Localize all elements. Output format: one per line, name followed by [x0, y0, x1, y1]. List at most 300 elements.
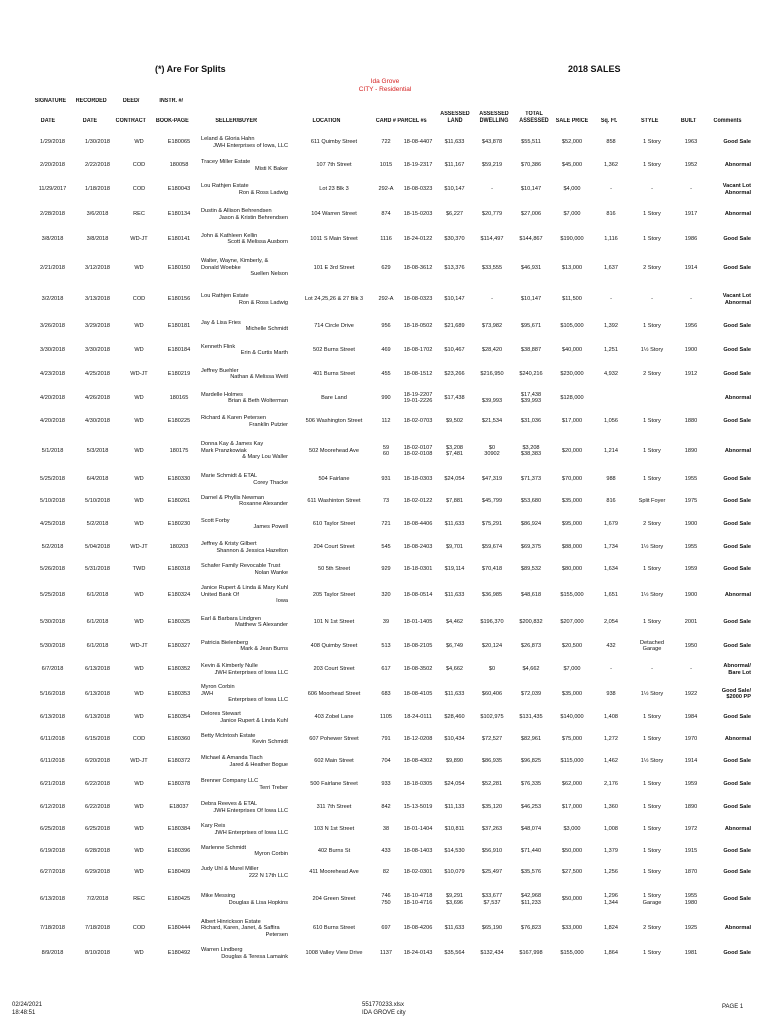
cell-sale-price: $20,000 — [561, 447, 583, 454]
cell-recorded-date: 3/30/2018 — [85, 346, 110, 353]
cell-parcel: 15-13-5019 — [403, 804, 433, 811]
cell-deed-type: WD-JT — [130, 758, 148, 765]
cell-seller-buyer — [200, 536, 295, 559]
seller-name: Michael & Amanda Tiach — [201, 755, 263, 762]
buyer-name: Ron & Ross Ladwig — [238, 299, 288, 306]
seller-name: Albert Hinrickson Estate Richard, Karen, Janet, & Saffira — [201, 918, 280, 932]
cell-comments: Abnormal — [724, 447, 751, 454]
cell-instrument: E180353 — [167, 690, 191, 697]
cell-comments: Good Sale — [723, 418, 751, 425]
cell-signature-date: 6/19/2018 — [40, 847, 65, 854]
cell-sale-price: $17,000 — [561, 804, 583, 811]
cell-total-assessed: $71,373 — [520, 476, 542, 483]
cell-location: 204 Green Street — [312, 896, 356, 903]
seller-name: Mike Messing — [201, 893, 236, 900]
cell-sale-price: $95,000 — [561, 520, 583, 527]
cell-sqft: 1,251 — [604, 346, 618, 353]
buyer-name: Suellen Nelson — [250, 271, 288, 278]
cell-recorded-date: 6/29/2018 — [85, 869, 110, 876]
cell-parcel: 18-19-2207 19-01-2226 — [403, 391, 433, 404]
cell-location: 504 Fairlane — [318, 476, 350, 483]
cell-signature-date: 6/12/2018 — [40, 804, 65, 811]
cell-deed-type: WD — [134, 804, 144, 811]
cell-recorded-date: 1/30/2018 — [85, 139, 110, 146]
cell-sale-price: $33,000 — [561, 925, 583, 932]
cell-assessed-land: $11,633 — [444, 690, 465, 697]
cell-style: 1½ Story — [640, 544, 664, 551]
cell-instrument: E180141 — [167, 235, 191, 242]
cell-style: - — [651, 666, 653, 673]
cell-card: 990 — [381, 394, 391, 401]
cell-assessed-land: $11,633 — [444, 925, 465, 932]
table-row — [30, 840, 752, 862]
cell-location: 606 Moorhead Street — [307, 690, 361, 697]
cell-card: 320 — [381, 591, 391, 598]
cell-sale-price: $52,000 — [561, 139, 583, 146]
cell-card: 842 — [381, 804, 391, 811]
cell-style: 1 Story — [643, 950, 661, 957]
cell-deed-type: WD — [134, 826, 144, 833]
cell-style: 1 Story — [643, 418, 661, 425]
cell-sale-price: $7,000 — [563, 666, 581, 673]
cell-parcel: 18-08-1702 — [403, 346, 433, 353]
cell-sqft: 1,408 — [604, 714, 618, 721]
cell-card: 1116 — [380, 235, 392, 242]
cell-signature-date: 3/2/2018 — [41, 296, 64, 303]
cell-signature-date: 6/7/2018 — [41, 666, 64, 673]
buyer-name: Brian & Beth Wolterman — [228, 398, 288, 404]
cell-recorded-date: 6/1/2018 — [86, 591, 109, 598]
cell-style: 1 Story — [643, 211, 661, 218]
cell-comments: Abnormal — [724, 394, 751, 401]
cell-built — [676, 386, 706, 410]
cell-card: 38 — [382, 826, 390, 833]
buyer-name: JWH Enterprises of Iowa LLC — [214, 829, 288, 836]
cell-built: 1914 — [684, 264, 698, 271]
cell-location: 403 Zobel Lane — [314, 714, 354, 721]
cell-card: 683 — [381, 690, 391, 697]
cell-built: 1915 — [684, 847, 698, 854]
cell-sqft: - — [610, 666, 612, 673]
cell-assessed-land: $9,701 — [445, 544, 464, 551]
seller-name: Marlenne Schmidt — [201, 844, 247, 851]
cell-total-assessed: $70,386 — [520, 162, 542, 169]
cell-card: 956 — [381, 322, 391, 329]
cell-instrument: E180425 — [167, 896, 191, 903]
cell-total-assessed: $72,039 — [520, 690, 542, 697]
cell-sqft: 1,634 — [604, 566, 618, 573]
cell-signature-date: 3/8/2018 — [41, 235, 64, 242]
cell-built: 1890 — [684, 447, 698, 454]
footer-time: 18:48:51 — [12, 1010, 36, 1016]
buyer-name: JWH Enterprises of Iowa LLC — [214, 669, 288, 676]
cell-recorded-date: 5/2/2018 — [86, 520, 109, 527]
cell-style: 1 Story — [643, 476, 661, 483]
table-row — [30, 469, 752, 490]
cell-assessed-dwelling: $75,291 — [481, 520, 503, 527]
cell-recorded-date: 1/18/2018 — [85, 186, 110, 193]
buyer-name: JWH Enterprises of Iowa, LLC — [213, 142, 288, 149]
cell-total-assessed: $95,671 — [520, 322, 542, 329]
table-row — [30, 314, 752, 338]
cell-sale-price: $50,000 — [561, 847, 583, 854]
table-row — [30, 227, 752, 251]
cell-signature-date: 6/11/2018 — [40, 758, 65, 765]
cell-comments: Good Sale — [723, 497, 751, 504]
cell-deed-type: WD — [134, 497, 144, 504]
cell-instrument: E180181 — [167, 322, 191, 329]
cell-style: 1 Story — [643, 869, 661, 876]
cell-deed-type: COD — [132, 735, 146, 742]
cell-assessed-dwelling: $52,281 — [481, 781, 503, 788]
buyer-name: Corey Thacke — [253, 479, 288, 486]
cell-location: 203 Court Street — [313, 666, 355, 673]
cell-instrument: E180372 — [167, 758, 191, 765]
buyer-name: Roxanne Alexander — [239, 501, 288, 507]
table-row — [30, 728, 752, 750]
cell-location: 101 E 3rd Street — [313, 264, 355, 271]
cell-style: 1 Story — [643, 322, 661, 329]
cell-card: 292-A — [378, 186, 394, 193]
cell-deed-type: WD-JT — [130, 235, 148, 242]
cell-assessed-land: $24,054 — [444, 781, 465, 788]
cell-built: 1970 — [684, 735, 698, 742]
footer-file: 551770233.xlsx — [362, 1002, 405, 1008]
cell-total-assessed: $3,208 $38,383 — [520, 444, 542, 457]
cell-total-assessed: $200,832 — [519, 618, 543, 625]
cell-signature-date: 3/26/2018 — [40, 322, 65, 329]
table-row — [30, 202, 752, 227]
col-assessed-land: ASSESSED LAND — [440, 111, 470, 124]
cell-sale-price: $11,500 — [562, 296, 582, 303]
cell-recorded-date: 5/3/2018 — [86, 447, 109, 454]
cell-instrument: 180203 — [169, 544, 189, 551]
cell-assessed-dwelling: $20,779 — [481, 211, 503, 218]
col-total-assessed: TOTAL ASSESSED — [519, 111, 549, 124]
cell-deed-type: WD — [134, 476, 144, 483]
cell-assessed-land: $35,564 — [444, 950, 465, 957]
cell-sale-price: $45,000 — [561, 162, 583, 169]
cell-assessed-dwelling: $132,434 — [480, 950, 504, 957]
cell-recorded-date: 7/18/2018 — [85, 925, 110, 932]
cell-instrument: E180318 — [167, 566, 191, 573]
cell-parcel: 18-08-4105 — [403, 690, 433, 697]
buyer-name: JWH Enterprises Of Iowa LLC — [213, 807, 288, 814]
cell-assessed-dwelling: $43,878 — [481, 139, 503, 146]
cell-assessed-dwelling: $73,982 — [481, 322, 503, 329]
cell-assessed-dwelling: $65,190 — [481, 925, 503, 932]
cell-comments: Good Sale — [723, 264, 751, 271]
cell-seller-buyer — [200, 610, 295, 634]
cell-assessed-dwelling: $59,219 — [481, 162, 503, 169]
cell-location: 107 7th Street — [316, 162, 352, 169]
cell-deed-type: WD — [134, 714, 144, 721]
cell-built: 1890 — [684, 804, 698, 811]
table-row — [30, 251, 752, 285]
cell-total-assessed: $86,924 — [520, 520, 542, 527]
cell-sqft: 1,362 — [604, 162, 618, 169]
cell-recorded-date: 3/8/2018 — [86, 235, 109, 242]
cell-style: 2 Story — [643, 925, 661, 932]
cell-comments: Good Sale — [723, 139, 751, 146]
cell-deed-type: WD — [134, 690, 144, 697]
cell-sqft: 1,462 — [604, 758, 618, 765]
cell-signature-date: 2/21/2018 — [40, 264, 65, 271]
cell-recorded-date: 3/12/2018 — [85, 264, 110, 271]
cell-sqft: 1,824 — [604, 925, 618, 932]
cell-sale-price: $7,000 — [563, 211, 581, 218]
cell-total-assessed: $10,147 — [520, 186, 542, 193]
cell-sale-price: $4,000 — [563, 186, 581, 193]
cell-signature-date: 6/25/2018 — [40, 826, 65, 833]
cell-assessed-dwelling: $0 30902 — [484, 444, 500, 457]
cell-sale-price: $230,000 — [560, 370, 584, 377]
cell-signature-date: 6/21/2018 — [40, 781, 65, 788]
cell-instrument: E180324 — [167, 591, 191, 598]
cell-built: 1956 — [684, 322, 698, 329]
cell-signature-date: 4/23/2018 — [40, 370, 65, 377]
buyer-name: Jared & Heather Bogue — [229, 761, 288, 768]
cell-seller-buyer — [200, 386, 295, 410]
cell-assessed-dwelling: $25,497 — [481, 869, 503, 876]
cell-deed-type: WD — [134, 591, 144, 598]
cell-built: 1917 — [684, 211, 698, 218]
cell-comments: Good Sale — [723, 322, 751, 329]
cell-assessed-dwelling: $56,910 — [481, 847, 503, 854]
seller-name: Tracey Miller Estate — [201, 159, 251, 166]
cell-total-assessed: $89,532 — [520, 566, 542, 573]
cell-parcel: 18-08-2105 — [403, 642, 433, 649]
cell-signature-date: 5/25/2018 — [40, 476, 65, 483]
cell-instrument: E180384 — [167, 826, 191, 833]
cell-parcel: 18-01-1405 — [403, 618, 433, 625]
cell-comments: Abnormal — [724, 211, 751, 218]
cell-sale-price: $115,000 — [560, 758, 584, 765]
col-sale-price: SALE PRICE — [555, 118, 589, 124]
cell-sqft — [594, 386, 628, 410]
cell-built: 1900 — [684, 346, 698, 353]
cell-recorded-date: 4/30/2018 — [85, 418, 110, 425]
cell-parcel: 18-02-0122 — [403, 497, 433, 504]
cell-style: Split Foyer — [638, 497, 666, 504]
cell-style: 1 Story — [643, 235, 661, 242]
cell-deed-type: WD — [134, 847, 144, 854]
cell-parcel: 18-18-0502 — [403, 322, 433, 329]
cell-recorded-date: 3/29/2018 — [85, 322, 110, 329]
cell-location: 103 N 1st Street — [313, 826, 355, 833]
cell-assessed-dwelling: $86,935 — [481, 758, 503, 765]
cell-assessed-land: $10,147 — [444, 296, 465, 303]
cell-total-assessed: $240,216 — [519, 370, 543, 377]
cell-comments: Abnormal — [724, 925, 751, 932]
cell-deed-type: WD — [134, 447, 144, 454]
cell-assessed-dwelling: $114,497 — [480, 235, 504, 242]
cell-deed-type: WD — [134, 394, 144, 401]
cell-total-assessed: $46,253 — [520, 804, 542, 811]
cell-location: 1008 Valley View Drive — [305, 950, 363, 957]
col-recorded-label: RECORDED — [75, 98, 107, 104]
cell-deed-type: WD — [134, 520, 144, 527]
cell-built: - — [690, 296, 692, 303]
cell-built: 1870 — [684, 869, 698, 876]
table-row — [30, 862, 752, 883]
cell-card: 931 — [381, 476, 391, 483]
cell-built: 1963 — [684, 139, 698, 146]
cell-comments: Good Sale — [723, 642, 751, 649]
cell-comments: Abnormal — [724, 162, 751, 169]
cell-card: 933 — [381, 781, 391, 788]
cell-style: 1½ Story — [640, 346, 664, 353]
cell-recorded-date: 7/2/2018 — [86, 896, 109, 903]
cell-signature-date: 5/30/2018 — [40, 642, 65, 649]
cell-signature-date: 4/25/2018 — [40, 520, 65, 527]
cell-deed-type: WD — [134, 139, 144, 146]
cell-deed-type: WD-JT — [130, 642, 148, 649]
seller-name: Debra Reeves & ETAL — [201, 801, 258, 808]
cell-sqft: 1,214 — [604, 447, 618, 454]
cell-assessed-land: $10,079 — [444, 869, 465, 876]
cell-parcel: 18-02-0107 18-02-0108 — [403, 444, 433, 457]
cell-assessed-land: $21,689 — [444, 322, 465, 329]
cell-comments: Good Sale — [723, 950, 751, 957]
cell-sqft: 1,008 — [604, 826, 618, 833]
city-class: CITY - Residential — [358, 86, 412, 93]
cell-deed-type: WD — [134, 346, 144, 353]
buyer-name: Erin & Curtis Marth — [240, 350, 288, 356]
cell-seller-buyer — [200, 658, 295, 681]
cell-sale-price: $207,000 — [560, 618, 584, 625]
cell-total-assessed: $17,438 $39,993 — [520, 391, 542, 404]
cell-sqft: - — [610, 186, 612, 193]
table-row — [30, 819, 752, 840]
cell-total-assessed: $10,147 — [520, 296, 542, 303]
buyer-name: Matthew S Alexander — [235, 622, 288, 628]
cell-total-assessed: $167,998 — [519, 950, 543, 957]
cell-sqft: 2,054 — [604, 618, 618, 625]
cell-sale-price: $128,000 — [560, 394, 584, 401]
table-row — [30, 796, 752, 819]
cell-style: 1 Story — [643, 781, 661, 788]
buyer-name: Shannon & Jessica Hazelton — [216, 547, 288, 554]
cell-parcel: 18-08-2403 — [403, 544, 433, 551]
cell-location: 204 Court Street — [313, 544, 355, 551]
cell-recorded-date: 6/25/2018 — [85, 826, 110, 833]
cell-recorded-date: 6/1/2018 — [86, 618, 109, 625]
cell-card: 746 750 — [381, 893, 391, 906]
cell-sqft: 1,651 — [604, 591, 618, 598]
cell-assessed-land: $9,890 — [445, 758, 464, 765]
cell-instrument: E180219 — [167, 370, 191, 377]
cell-instrument: E180325 — [167, 618, 191, 625]
cell-assessed-land: $9,291 $3,696 — [445, 893, 464, 906]
cell-seller-buyer — [200, 433, 295, 469]
cell-comments: Abnormal — [724, 826, 751, 833]
cell-card: 697 — [381, 925, 391, 932]
cell-style: 1 Story — [643, 447, 661, 454]
cell-sqft: 1,379 — [604, 847, 618, 854]
col-comments: Comments — [713, 118, 742, 124]
cell-assessed-land: $4,462 — [445, 618, 464, 625]
cell-location: 1011 S Main Street — [310, 235, 358, 242]
cell-assessed-land: $9,502 — [445, 418, 464, 425]
cell-seller-buyer — [200, 251, 295, 285]
cell-seller-buyer — [200, 362, 295, 386]
cell-seller-buyer — [200, 559, 295, 580]
table-row — [30, 131, 752, 154]
cell-assessed-dwelling: $36,985 — [481, 591, 503, 598]
cell-comments: Vacant Lot Abnormal — [722, 293, 751, 306]
cell-signature-date: 6/13/2018 — [40, 714, 65, 721]
cell-total-assessed: $31,036 — [520, 418, 542, 425]
cell-assessed-land: $11,633 — [444, 520, 465, 527]
buyer-name: Jason & Kristin Behrendsen — [218, 214, 288, 221]
cell-seller-buyer — [200, 227, 295, 251]
cell-seller-buyer — [200, 728, 295, 750]
table-row — [30, 386, 752, 410]
cell-parcel: 18-02-0301 — [403, 869, 433, 876]
table-row — [30, 681, 752, 707]
col-deed-label: DEED/ — [122, 98, 140, 104]
cell-sale-price: $88,000 — [561, 544, 583, 551]
table-row — [30, 610, 752, 634]
cell-deed-type: COD — [132, 925, 146, 932]
cell-signature-date: 5/25/2018 — [40, 591, 65, 598]
cell-instrument: E180134 — [167, 211, 191, 218]
seller-name: Darnel & Phyllis Newman — [201, 494, 265, 501]
cell-comments: Good Sale — [723, 847, 751, 854]
cell-style: 2 Story — [643, 520, 661, 527]
buyer-name: Douglas & Teresa Lamaink — [221, 953, 288, 960]
cell-total-assessed: $35,576 — [520, 869, 542, 876]
cell-sqft: 1,392 — [604, 322, 618, 329]
cell-style: 1 Story — [643, 714, 661, 721]
cell-location: 411 Moorehead Ave — [309, 869, 359, 876]
cell-instrument: E180360 — [167, 735, 191, 742]
cell-assessed-land: $13,376 — [444, 264, 465, 271]
seller-name: Jay & Lisa Fries — [201, 319, 241, 326]
cell-sale-price: $35,000 — [561, 690, 583, 697]
cell-parcel: 18-08-0323 — [403, 186, 433, 193]
cell-parcel: 18-08-3502 — [403, 666, 433, 673]
cell-comments: Good Sale — [723, 544, 751, 551]
cell-seller-buyer — [200, 512, 295, 536]
cell-seller-buyer — [200, 338, 295, 362]
cell-comments: Good Sale — [723, 346, 751, 353]
cell-location: 607 Pohewer Street — [309, 735, 359, 742]
sales-table — [30, 131, 752, 966]
cell-assessed-dwelling: $20,124 — [481, 642, 503, 649]
cell-recorded-date: 2/22/2018 — [85, 162, 110, 169]
cell-deed-type: COD — [132, 296, 146, 303]
cell-built: 1975 — [684, 497, 698, 504]
cell-instrument: E180261 — [167, 497, 191, 504]
cell-comments: Abnormal — [724, 735, 751, 742]
cell-assessed-dwelling: $28,420 — [481, 346, 503, 353]
cell-seller-buyer — [200, 681, 295, 707]
seller-name: Richard & Karen Petersen — [201, 415, 266, 422]
cell-total-assessed: $26,873 — [520, 642, 542, 649]
cell-built: 1955 — [684, 476, 698, 483]
table-row — [30, 916, 752, 941]
cell-parcel: 18-10-4718 18-10-4716 — [403, 893, 433, 906]
cell-location: 610 Burns Street — [313, 925, 355, 932]
cell-location: Lot 23 Blk 3 — [319, 186, 349, 193]
cell-deed-type: WD — [134, 781, 144, 788]
col-assessed-dwelling: ASSESSED DWELLING — [479, 111, 509, 124]
cell-instrument: 180165 — [169, 394, 189, 401]
table-row — [30, 773, 752, 796]
cell-recorded-date: 6/22/2018 — [85, 781, 110, 788]
